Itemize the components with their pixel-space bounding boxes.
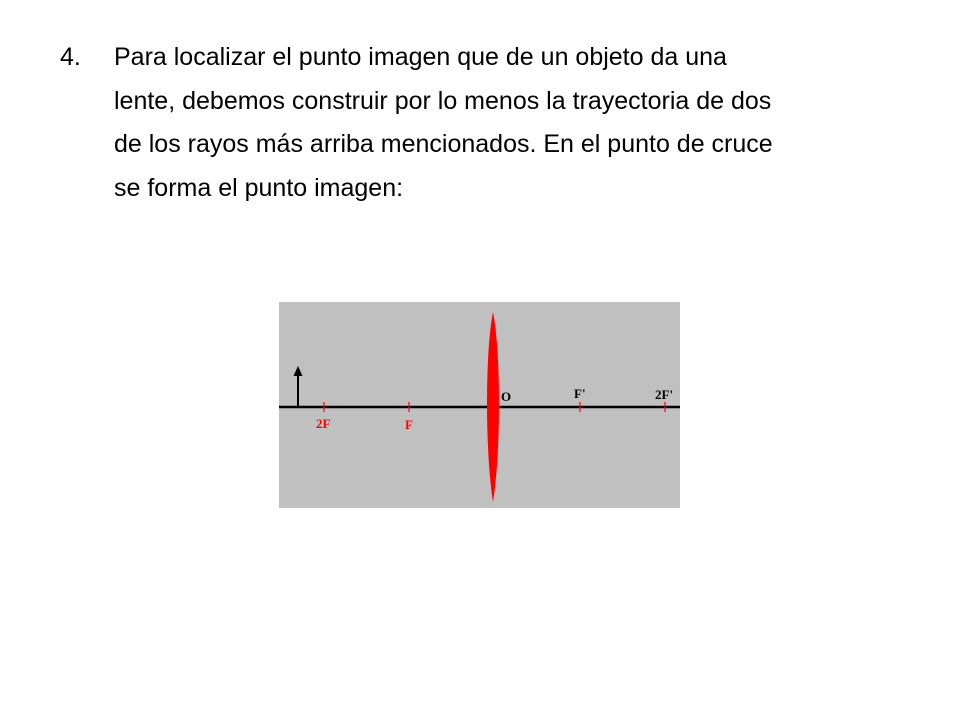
paragraph-line-4: se forma el punto imagen: (114, 173, 404, 202)
paragraph-lines (114, 36, 930, 210)
paragraph-line-2: lente, debemos construir por lo menos la trayectoria de dos (114, 86, 772, 115)
label-2f-right: 2F' (655, 387, 674, 402)
label-origin: O (501, 389, 512, 404)
label-f-right: F' (574, 386, 586, 401)
label-f-left: F (405, 417, 413, 432)
lens-diagram-svg (279, 302, 680, 508)
paragraph-line-3: de los rayos más arriba mencionados. En el punto de cruce (114, 130, 773, 158)
list-number: 4. (60, 43, 81, 71)
paragraph-line-1: Para localizar el punto imagen que de un objeto da una (114, 43, 727, 71)
diagram-background (279, 302, 680, 508)
label-2f-left: 2F (316, 416, 331, 431)
lens-diagram (279, 302, 680, 508)
